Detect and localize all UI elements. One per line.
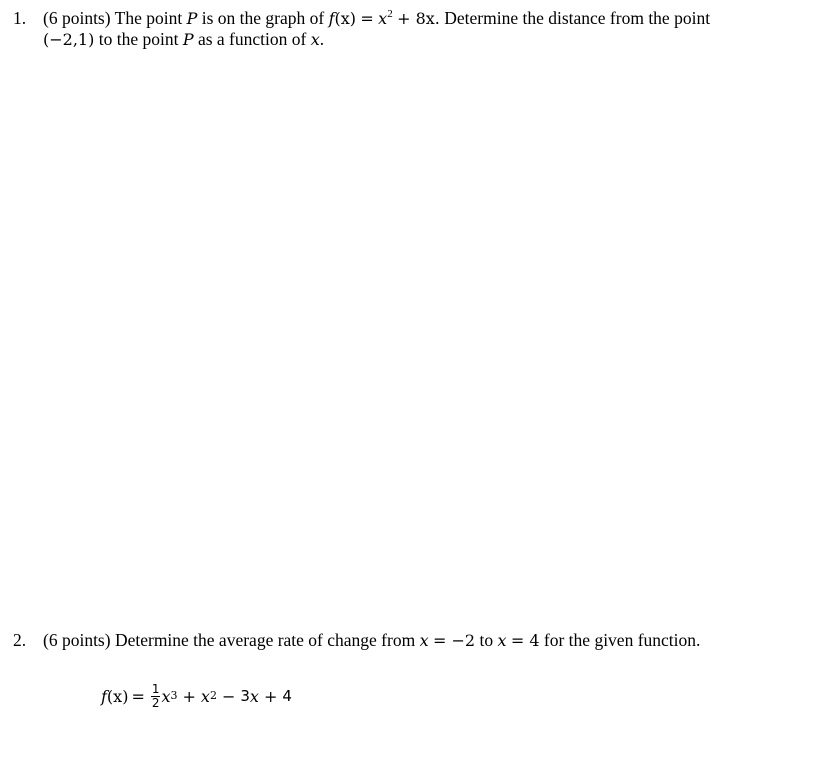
question-number: 2. [13, 630, 27, 650]
question-number: 1. [13, 8, 27, 28]
points-label: (6 points) [43, 630, 111, 650]
point-coordinates: (−2,1) [43, 30, 95, 49]
points-label: (6 points) [43, 8, 111, 28]
question-text-line-2: (−2,1) to the point P as a function of x. [43, 29, 325, 49]
question-text-line-1: (6 points) Determine the average rate of change from x = −2 to x = 4 for the given function. [43, 630, 701, 650]
variable-P: P [186, 9, 198, 28]
function-formula: f (x) = $\frac{1}{2}$ x 3 + x 2 − 3 x + 4 [101, 681, 292, 710]
fraction-one-half: $\frac{1}{2}$ [151, 681, 160, 710]
function-expression: $f(x) = x^2 + 8x$. [328, 8, 440, 28]
question-text-line-1: (6 points) The point P is on the graph of $f(x) = x^2 + 8x$. Determine the distance from the point [43, 8, 711, 28]
